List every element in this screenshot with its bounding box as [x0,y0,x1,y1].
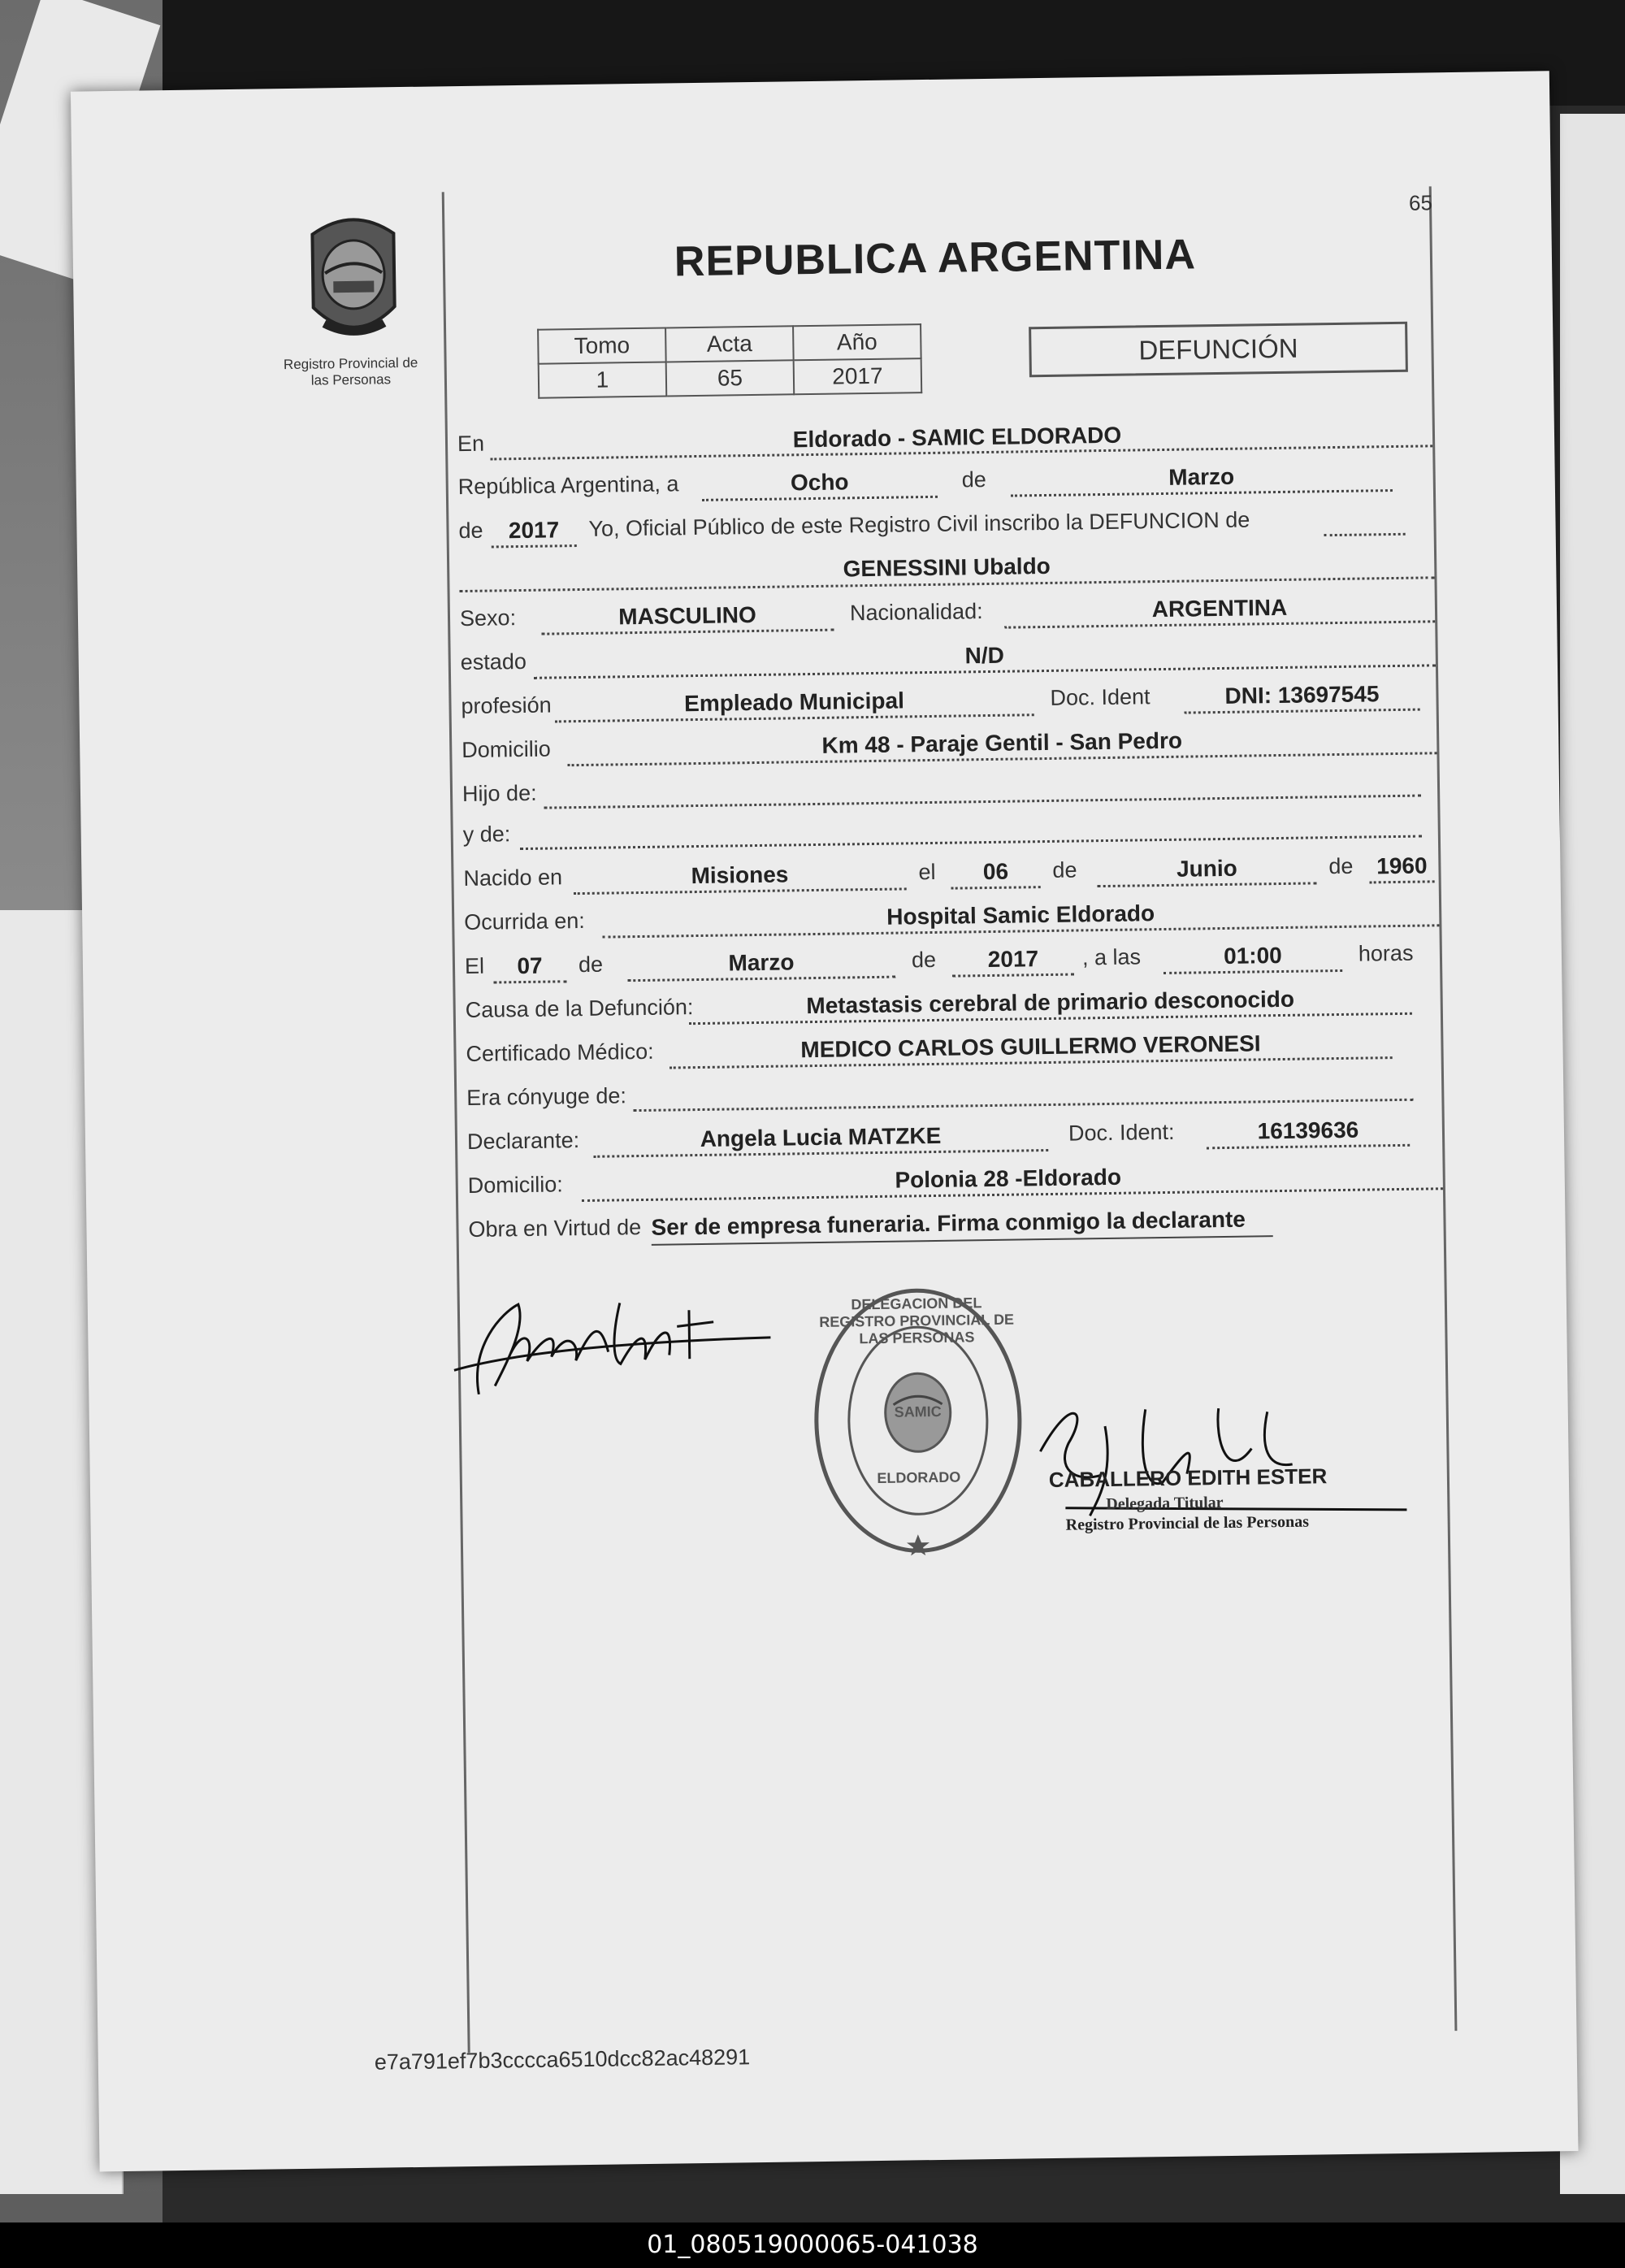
republica-label: República Argentina, a [457,471,679,500]
declarant-signature [444,1277,787,1403]
sexo-value: MASCULINO [618,601,756,630]
death-time-underline [1164,969,1342,974]
deceased-name-value: GENESSINI Ubaldo [843,553,1051,582]
record-number-table [537,323,922,399]
conyuge-label: Era cónyuge de: [466,1083,627,1111]
causa-label: Causa de la Defunción: [465,995,694,1023]
certificado-value: MEDICO CARLOS GUILLERMO VERONESI [800,1030,1261,1063]
domicilio-2-label: Domicilio: [467,1172,564,1198]
declarante-value: Angela Lucia MATZKE [700,1122,942,1151]
page-title: REPUBLICA ARGENTINA [674,231,1197,286]
right-margin-line [1429,186,1458,2031]
y-de-label: y de: [462,822,511,848]
registry-label [254,354,449,389]
file-id-bar [0,2222,1625,2268]
birth-month-value: Junio [1176,855,1237,882]
acta-value: 65 [666,360,795,396]
birth-day-value: 06 [982,858,1009,885]
official-role: Delegada Titular [1106,1494,1224,1514]
ocurrida-label: Ocurrida en: [464,908,586,935]
day-value: Ocho [790,469,849,496]
month-value: Marzo [1168,463,1235,490]
en-label: En [457,431,485,457]
de-label-5: de [578,952,604,978]
sexo-label: Sexo: [459,605,517,631]
death-time-value: 01:00 [1223,942,1282,969]
obra-value: Ser de empresa funeraria. Firma conmigo la declarante [651,1206,1246,1240]
certificado-label: Certificado Médico: [466,1039,654,1067]
de-label-3: de [1052,857,1077,882]
y-de-underline [520,835,1422,850]
death-certificate-page [71,71,1579,2171]
birth-year-underline [1370,880,1435,883]
de-label-1: de [961,467,986,492]
registry-label-line-2: las Personas [310,371,392,388]
death-day-underline [493,980,566,983]
year-underline [492,544,577,548]
nacido-label: Nacido en [463,865,563,891]
doc-ident-2-label: Doc. Ident: [1068,1119,1175,1146]
misiones-coat-of-arms-logo [300,209,407,349]
file-id: 01_080519000065-041038 [647,2231,978,2259]
ano-value: 2017 [794,358,922,394]
declarante-label: Declarante: [466,1128,580,1155]
place-value: Eldorado - SAMIC ELDORADO [792,422,1122,453]
stamp-ring-text: DELEGACION DEL REGISTRO PROVINCIAL DE LAS PERSONAS [819,1294,1015,1347]
nacido-value: Misiones [691,861,789,889]
estado-value: N/D [964,642,1005,669]
horas-label: horas [1358,940,1414,966]
domicilio-value: Km 48 - Paraje Gentil - San Pedro [821,727,1183,758]
profesion-value: Empleado Municipal [683,687,905,717]
doc-ident-value: DNI: 13697545 [1224,681,1380,709]
nacionalidad-value: ARGENTINA [1151,594,1288,622]
stamp-center-text-1: SAMIC [894,1403,942,1420]
death-el-label: El [464,953,485,979]
doc-ident-2-value: 16139636 [1257,1117,1359,1144]
causa-value: Metastasis cerebral de primario desconocido [806,986,1295,1019]
birth-year-value: 1960 [1376,852,1428,879]
stamp-center-text-2: ELDORADO [877,1468,961,1487]
ano-header: Año [793,324,921,360]
death-year-underline [952,974,1074,978]
nacionalidad-label: Nacionalidad: [849,599,983,626]
document-hash: e7a791ef7b3cccca6510dcc82ac48291 [374,2045,751,2075]
ocurrida-value: Hospital Samic Eldorado [886,900,1155,930]
de-label-2: de [458,518,483,544]
birth-day-underline [951,886,1041,890]
domicilio-2-value: Polonia 28 -Eldorado [895,1164,1122,1193]
a-las-label: , a las [1081,944,1142,970]
death-year-value: 2017 [987,946,1039,973]
de-label-4: de [1328,853,1354,879]
obra-label: Obra en Virtud de [468,1215,642,1242]
official-office: Registro Provincial de las Personas [1065,1512,1310,1534]
tomo-value: 1 [539,362,667,397]
tomo-header: Tomo [538,327,666,363]
acta-header: Acta [665,326,794,362]
hijo-underline [544,795,1421,809]
de-label-6: de [911,947,937,973]
doc-ident-label: Doc. Ident [1050,684,1150,710]
official-name: CABALLERO EDITH ESTER [1048,1464,1328,1493]
page-number: 65 [1408,190,1433,215]
estado-label: estado [460,648,527,675]
registry-label-line-1: Registro Provincial de [283,354,418,373]
el-label: el [918,859,936,885]
conyuge-underline [633,1099,1413,1112]
profesion-label: profesión [461,692,552,719]
act-type-box: DEFUNCIÓN [1029,322,1408,378]
left-margin-line [442,192,470,2053]
death-day-value: 07 [517,952,543,979]
year-value: 2017 [508,517,560,544]
stamp-text [819,1290,1017,1536]
inscribo-underline [1324,533,1406,536]
hijo-label: Hijo de: [462,780,537,807]
inscribo-text: Yo, Oficial Público de este Registro Civil inscribo la DEFUNCION de [588,507,1250,541]
death-month-value: Marzo [728,949,795,976]
domicilio-label: Domicilio [462,736,552,763]
